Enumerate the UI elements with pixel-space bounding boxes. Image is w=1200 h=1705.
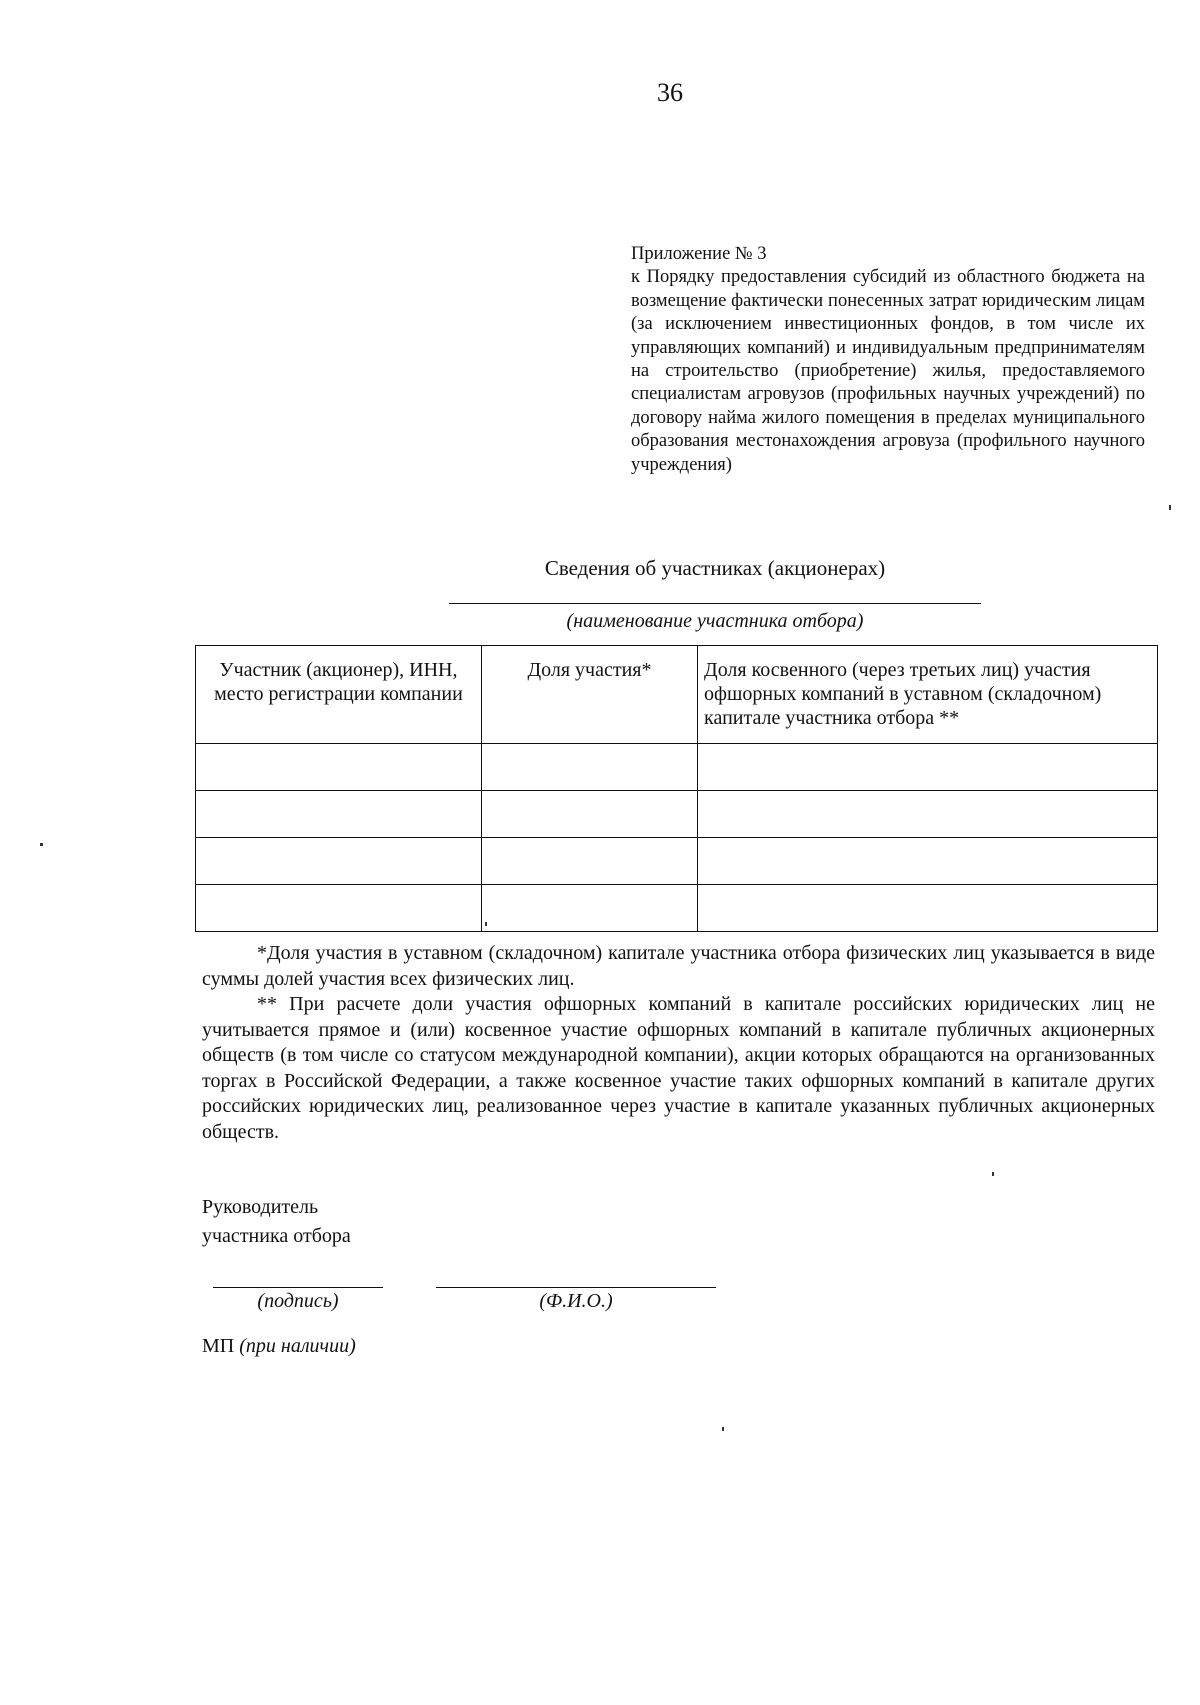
fio-caption: (Ф.И.О.) — [539, 1290, 613, 1312]
table-row — [196, 838, 1158, 885]
footnotes — [202, 941, 1155, 1145]
header-offshore-share-text: Доля косвенного (через третьих лиц) участия офшорных компаний в уставном (складочном) капитале участника отбора ** — [704, 659, 1102, 729]
signer-title — [202, 1193, 351, 1251]
header-participant: Участник (акционер), ИНН, место регистрации компании — [196, 646, 482, 744]
participant-name-caption: (наименование участника отбора) — [566, 610, 864, 632]
table-cell[interactable] — [196, 791, 482, 838]
table-cell[interactable] — [481, 791, 697, 838]
header-share: Доля участия* — [481, 646, 697, 744]
footnote-offshore: ** При расчете доли участия офшорных компаний в капитале российских юридических лиц не учитывается прямое и (или) косвенное участие офшорных компаний в капитале публичных акционерных обществ (в том числе со статусом международной компании), акции которых обращаются на организованных торгах в Российской Федерации, а также косвенное участие таких офшорных компаний в капитале других российских юридических лиц, реализованное через участие в капитале указанных публичных акционерных обществ. — [202, 993, 1155, 1143]
seal-note: (при наличии) — [239, 1335, 356, 1357]
table-cell[interactable] — [481, 885, 697, 932]
table-cell[interactable] — [698, 744, 1158, 791]
table-cell[interactable] — [698, 838, 1158, 885]
table-row — [196, 744, 1158, 791]
appendix-body: к Порядку предоставления субсидий из областного бюджета на возмещение фактически понесенных затрат юридическим лицам (за исключением инвестиционных фондов, в том числе их управляющих компаний) и индивидуальным предпринимателям на строительство (приобретение) жилья, предоставляемого специалистам агровузов (профильных научных учреждений) по договору найма жилого помещения в пределах муниципального образования местонахождения агровуза (профильного научного учреждения) — [631, 267, 1145, 475]
table-header-row — [196, 646, 1158, 744]
footnote-share: *Доля участия в уставном (складочном) капитале участника отбора физических лиц указывается в виде суммы долей участия всех физических лиц. — [202, 942, 1155, 990]
participants-table — [195, 645, 1158, 932]
signer-line-1: Руководитель — [202, 1196, 319, 1218]
page-number: 36 — [657, 78, 683, 107]
seal-mp: МП — [202, 1335, 235, 1357]
participant-name-line[interactable] — [449, 603, 981, 604]
scan-speck — [40, 843, 43, 846]
table-cell[interactable] — [481, 838, 697, 885]
table-row — [196, 885, 1158, 932]
table-cell[interactable] — [196, 744, 482, 791]
table-cell[interactable] — [196, 838, 482, 885]
section-title: Сведения об участниках (акционерах) — [544, 556, 886, 580]
scan-speck — [992, 1172, 994, 1176]
signer-line-2: участника отбора — [202, 1225, 351, 1247]
scan-speck — [1169, 505, 1171, 510]
appendix-title: Приложение № 3 — [631, 244, 767, 264]
fio-line[interactable] — [436, 1287, 716, 1288]
scan-speck — [722, 1427, 724, 1431]
table-cell[interactable] — [196, 885, 482, 932]
table-cell[interactable] — [481, 744, 697, 791]
table-row — [196, 791, 1158, 838]
header-offshore-share — [698, 646, 1158, 744]
appendix-header — [631, 243, 1145, 477]
signature-line[interactable] — [213, 1287, 383, 1288]
scan-speck — [485, 922, 487, 926]
table-cell[interactable] — [698, 885, 1158, 932]
seal-label — [202, 1335, 356, 1358]
table-cell[interactable] — [698, 791, 1158, 838]
signature-caption: (подпись) — [257, 1290, 339, 1312]
